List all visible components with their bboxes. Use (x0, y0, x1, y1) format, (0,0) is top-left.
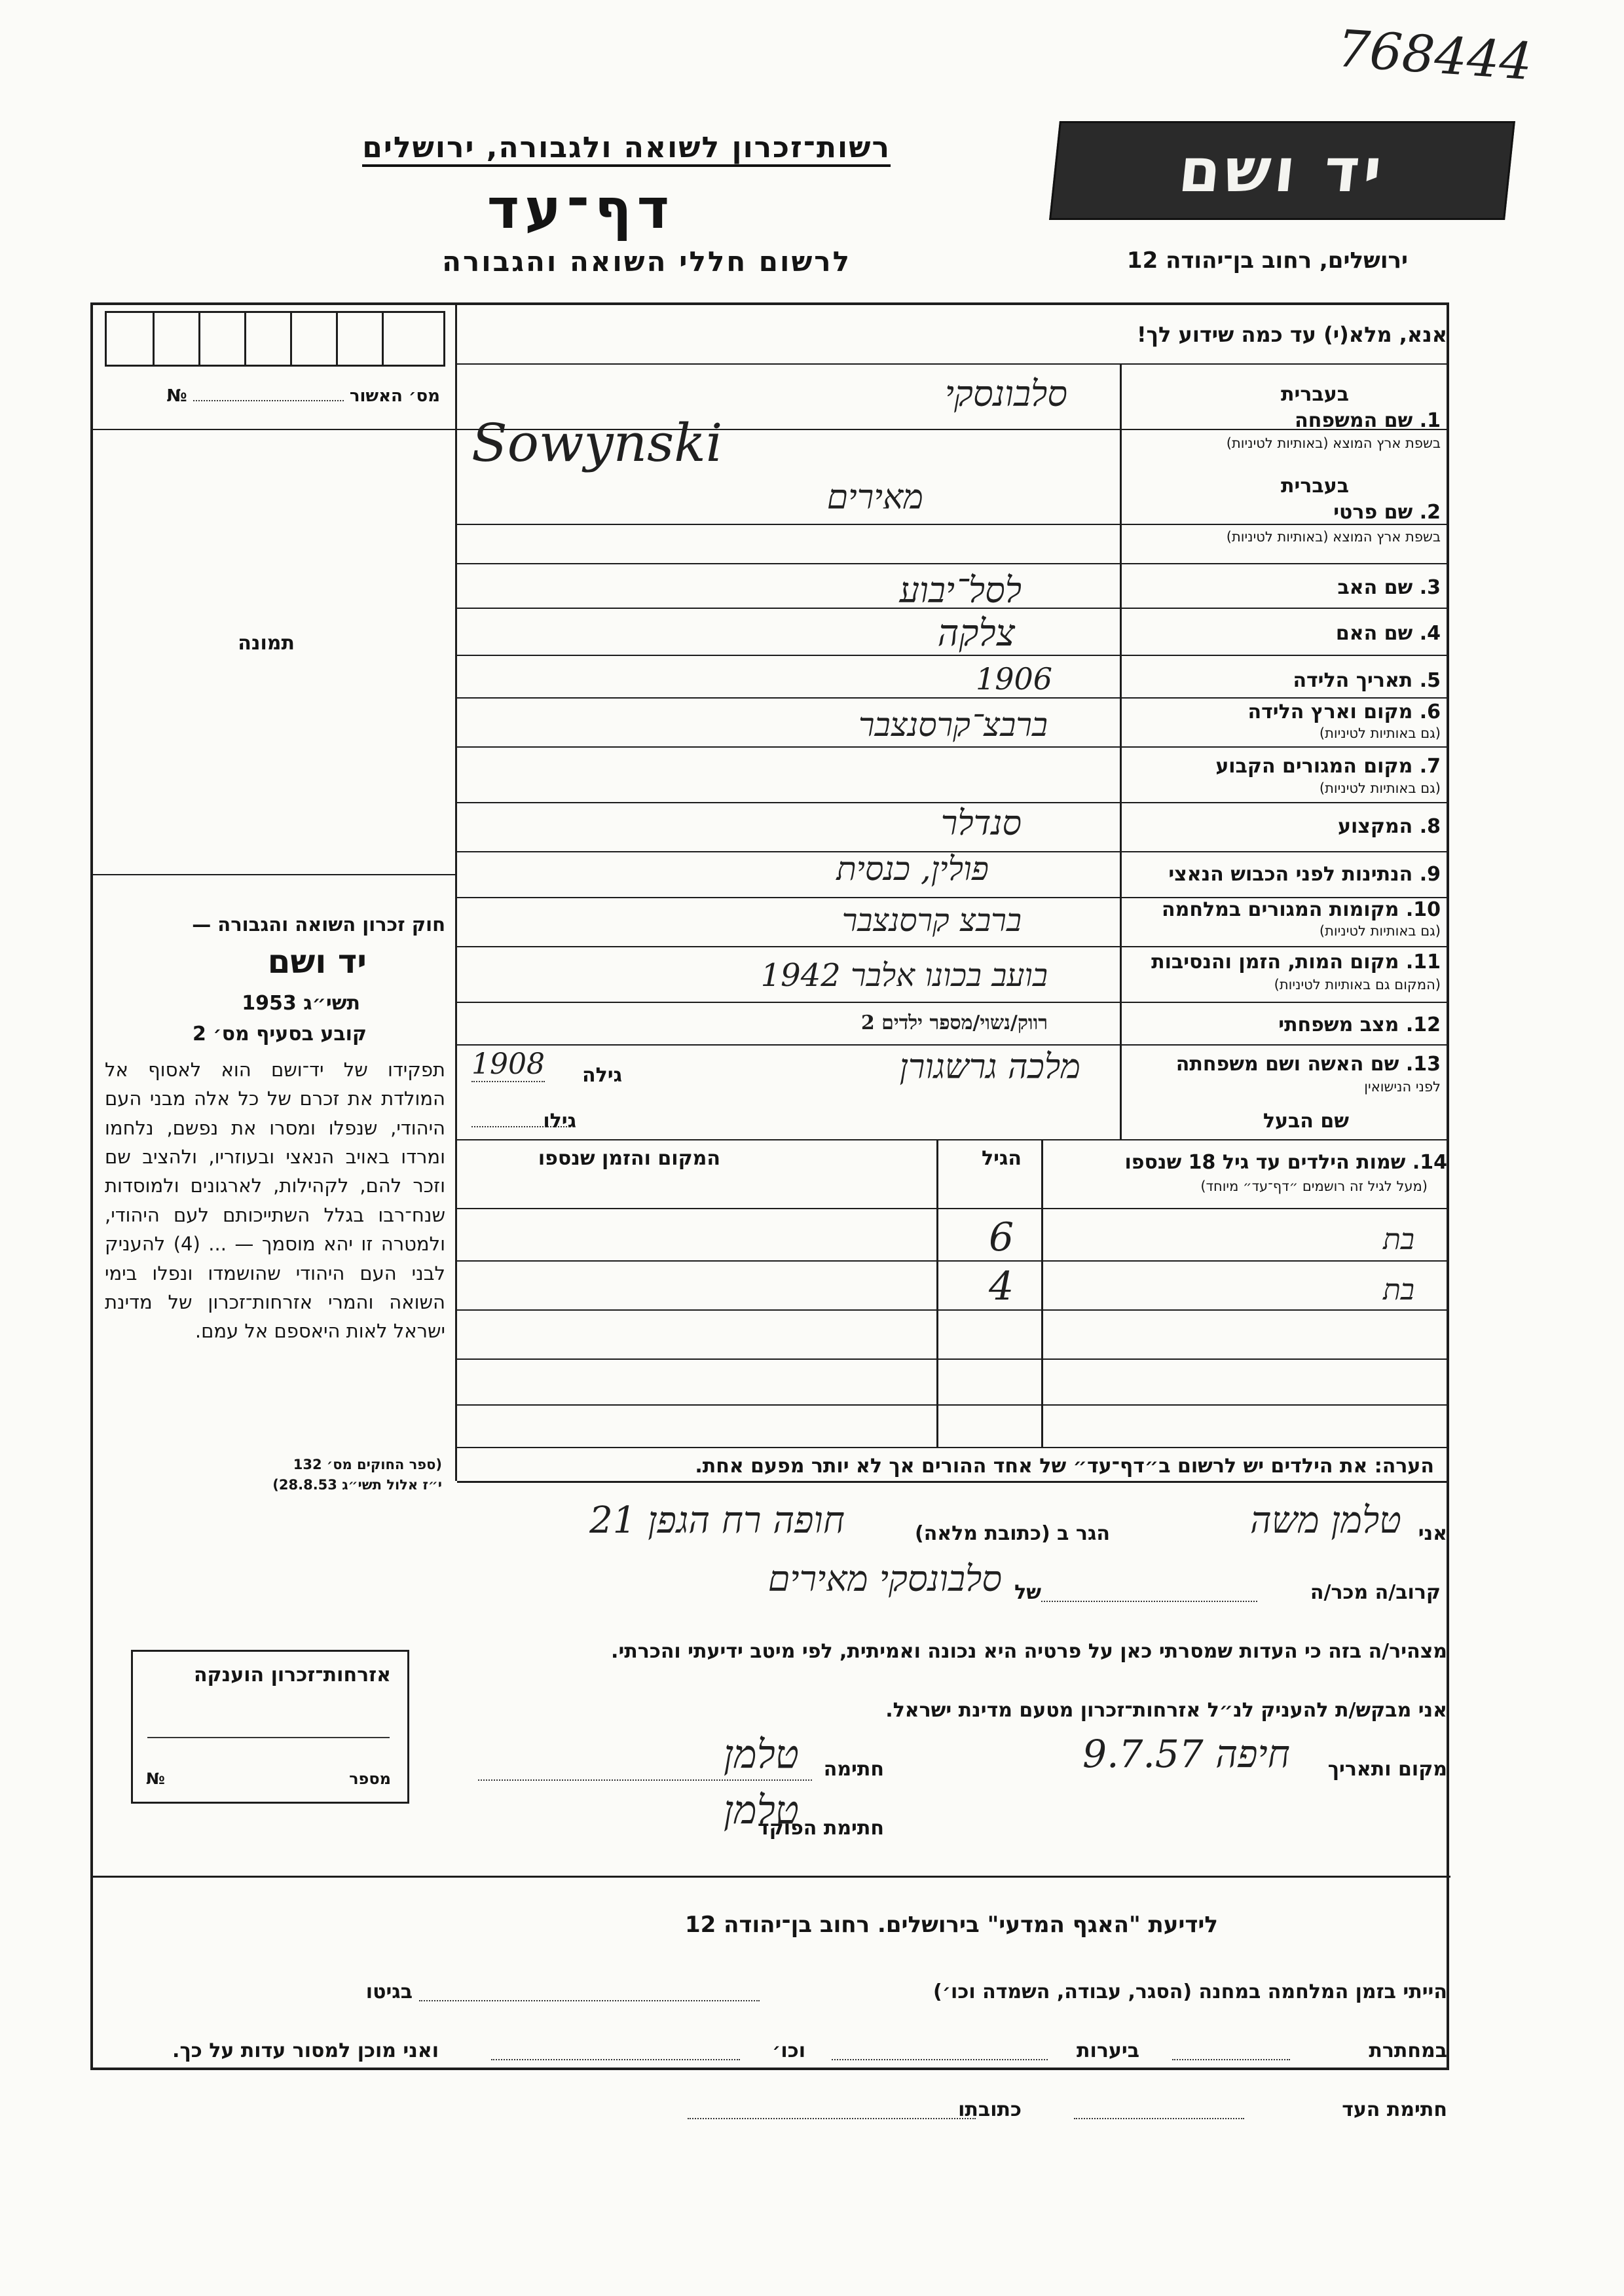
law-year: תשי״ג 1953 (242, 992, 360, 1015)
row-rule (457, 655, 1449, 656)
row-rule (457, 802, 1449, 803)
signature-label: חתימה (823, 1758, 884, 1781)
hiding-label: במחתרת (1369, 2039, 1447, 2062)
table-row-rule (457, 1309, 1449, 1311)
ghetto-label: בגיטו (365, 1980, 413, 2003)
instruction-rule (457, 363, 1449, 365)
row-rule (457, 563, 1449, 564)
official-signature[interactable]: טלמן (723, 1787, 799, 1833)
table-row-rule (457, 1447, 1449, 1448)
child-name[interactable]: בת (1382, 1273, 1414, 1307)
field-12-label: 12. מצב משפחתי (1278, 1013, 1441, 1036)
field-5-label: 5. תאריך הלידה (1293, 669, 1441, 692)
table-row-rule (457, 1260, 1449, 1262)
labels-divider (1120, 363, 1122, 1139)
occupation[interactable]: סנדלר (940, 804, 1022, 843)
archive-number: 768444 (1335, 19, 1534, 92)
law-text: תפקידו של יד־ושם הוא לאסוף אל המולדת את זכרם של כל אלה מבני העם היהודי, שנפלו ומסרו את נפשם, נלחמו ומרדו באויב הנאצי ובעוזריו, ולהציב שם וזכר להם, לקהילות, לארגונים ולמוסדות שנח־רבו בגלל השתייכותם לעם היהודי, ולמטרה זו יהא מוסמך — ... (4) להעניק לבני העם היהודי שהושמדו ונפלו בימי השואה והמרי אזרחות־זכרון של מדינת ישראל לאות היאספם אל עמם. (105, 1059, 445, 1343)
birth-place[interactable]: ברבצ־קרסנצבר (858, 706, 1048, 744)
certificate-blank[interactable] (147, 1737, 390, 1738)
note-rule (457, 1481, 1449, 1483)
field-3-label: 3. שם האב (1337, 576, 1441, 599)
family-name-hebrew[interactable]: סלבונסקי (944, 373, 1067, 414)
photo-rule (92, 874, 456, 875)
footer-rule (92, 1876, 1450, 1878)
field-9-label: 9. הנתינות לפני הכבוש הנאצי (1168, 863, 1441, 886)
cert-field (166, 386, 440, 406)
row-rule (457, 1139, 1449, 1140)
table-row-rule (457, 1358, 1449, 1360)
witness-address-label: כתובתו (958, 2098, 1022, 2121)
etc-label: וכו׳ (772, 2039, 805, 2062)
marital-status[interactable]: רווק/נשוי/מספר ילדים 2 (860, 1011, 1048, 1034)
yad-vashem-logo (1049, 121, 1515, 220)
field-8-label: 8. המקצוע (1338, 815, 1441, 838)
father-name[interactable]: לסל־יבוע (899, 570, 1022, 611)
husband-age-label: גילו (543, 1110, 576, 1133)
footer-title: לידיעת "האגף המדעי" בירושלים. רחוב בן־יהודה 12 (684, 1912, 1218, 1938)
signature-line (478, 1779, 812, 1781)
photo-label: תמונה (238, 632, 295, 655)
of-label: של (1014, 1581, 1041, 1604)
place-date[interactable]: חיפה 9.7.57 (1082, 1732, 1290, 1776)
authority-title: רשות־זכרון לשואה ולגבורה, ירושלים (362, 131, 891, 167)
row-rule (457, 1002, 1449, 1003)
wife-name[interactable]: מלכה גרשגורן (899, 1048, 1080, 1087)
header-address: ירושלים, רחוב בן־יהודה 12 (1126, 247, 1408, 274)
hebrew-tag: בעברית (1281, 475, 1349, 498)
field-13-label: 13. שם האשה ושם משפחתה (1175, 1053, 1441, 1076)
field-14-sub: (מעל לגיל זה רושמים ״דף־עד״ מיוחד) (1200, 1178, 1428, 1194)
hebrew-tag: בעברית (1281, 383, 1349, 406)
field-14-label: 14. שמות הילדים עד גיל 18 שנספו (1124, 1151, 1447, 1174)
hiding-value[interactable] (1172, 2059, 1290, 2060)
certificate-number-label: מספר (349, 1770, 391, 1788)
field-1-label: 1. שם המשפחה (1295, 409, 1441, 432)
children-note: הערה: את הילדים יש לרשום ב״דף־עד״ של אחד ההורים אך לא יותר מפעם אחת. (695, 1455, 1434, 1478)
certificate-title: אזרחות־זכרון הוענקה (193, 1664, 391, 1686)
row-rule (457, 524, 1449, 525)
forests-value[interactable] (832, 2059, 1048, 2060)
law-clause: קובע בסעיף מס׳ 2 (192, 1023, 367, 1046)
husband-age-value[interactable] (471, 1126, 570, 1127)
logo-text: יד ושם (1175, 136, 1389, 206)
photo-area[interactable] (93, 432, 453, 871)
declaration-i: אני (1418, 1522, 1447, 1545)
residence-value[interactable] (458, 750, 1116, 801)
certificate-box (131, 1650, 409, 1804)
resident-label: הגר ב (כתובת מלאה) (914, 1522, 1110, 1545)
child-name[interactable]: בת (1382, 1223, 1414, 1256)
cert-rule (92, 429, 456, 430)
declarant-address[interactable]: חופה רח הגפן 21 (589, 1499, 845, 1542)
camp-line: הייתי בזמן המלחמה במחנה (הסגר, עבודה, השמדה וכו׳) (933, 1980, 1447, 2003)
wife-age-label: גילה (582, 1064, 622, 1087)
table-col-rule (936, 1139, 938, 1447)
relation-label: קרוב/ה מכר/ה (1310, 1581, 1441, 1604)
forests-label: ביערות (1077, 2039, 1139, 2062)
victim-reference[interactable]: סלבונסקי מאירים (767, 1558, 1002, 1599)
cert-label: מס׳ האשור (349, 386, 440, 406)
col-place-header: המקום והזמן שנספו (538, 1147, 720, 1170)
cert-value[interactable] (193, 400, 344, 401)
camp-value[interactable] (419, 2000, 760, 2001)
child-age[interactable]: 4 (989, 1264, 1014, 1309)
place-date-label: מקום ותאריך (1327, 1758, 1447, 1781)
field-11-label: 11. מקום המות, הזמן והנסיבות (1151, 951, 1441, 974)
field-4-label: 4. שם האם (1335, 622, 1441, 645)
field-6-sub: (גם באותיות לטיניות) (1319, 725, 1441, 741)
table-col-rule (1041, 1139, 1043, 1447)
row-rule (457, 946, 1449, 947)
field-7-sub: (גם באותיות לטיניות) (1319, 780, 1441, 796)
field-13-sub: לפני הנישואין (1364, 1079, 1441, 1095)
form-title: דף־עד (487, 177, 674, 241)
law-ref-1: (ספר החוקים מס׳ 132 (293, 1457, 442, 1472)
relation-value[interactable] (1041, 1601, 1257, 1602)
field-2-label: 2. שם פרטי (1333, 501, 1441, 524)
family-name-latin[interactable]: Sowynski (471, 412, 723, 473)
nationality[interactable]: פולין, כנסית (836, 850, 989, 888)
field-6-label: 6. מקום וארץ הלידה (1247, 701, 1441, 723)
declaration-statement: מצהיר/ה בזה כי העדות שמסרתי כאן על פרטיה היא נכונה ואמיתית, לפי מיטב ידיעתי והכרתי. (611, 1640, 1447, 1663)
instruction: אנא, מלא(י) עד כמה שידוע לך! (1136, 322, 1447, 347)
birth-date[interactable]: 1906 (976, 661, 1053, 697)
table-header-rule (457, 1208, 1449, 1209)
wartime-residence[interactable]: ברבצ קרסנצבר (841, 902, 1022, 939)
first-name-hebrew[interactable]: מאירים (826, 478, 923, 517)
form-subtitle: לרשום חללי השואה והגבורה (442, 246, 851, 278)
row-rule (457, 697, 1449, 699)
death-details[interactable]: בועב בכונו אלבר 1942 (760, 957, 1048, 994)
declarant-name[interactable]: טלמן משה (1250, 1499, 1401, 1542)
law-title: חוק זכרון השואה והגבורה — (192, 913, 445, 936)
law-ref-2: י״ז אלול תשי״ג 28.8.53) (272, 1477, 442, 1493)
cert-no: № (166, 386, 187, 406)
field-11-sub: (המקום גם באותיות לטיניות) (1274, 977, 1441, 993)
wife-age[interactable]: 1908 (471, 1048, 545, 1081)
row-rule (457, 1044, 1449, 1046)
husband-label: שם הבעל (1263, 1110, 1349, 1133)
sidebar-divider (455, 302, 457, 1481)
field-7-label: 7. מקום המגורים הקבוע (1215, 755, 1441, 778)
witness-address-value[interactable] (688, 2118, 976, 2119)
official-label: חתימת הפוקד (758, 1817, 884, 1840)
declarant-signature[interactable]: טלמן (723, 1732, 799, 1777)
mother-name[interactable]: צלקה (937, 612, 1015, 655)
col-age-header: הגיל (982, 1147, 1022, 1170)
field-10-label: 10. מקומות המגורים במלחמה (1162, 898, 1441, 921)
child-age[interactable]: 6 (989, 1214, 1014, 1260)
etc-value[interactable] (491, 2059, 740, 2060)
field-10-sub: (גם באותיות לטיניות) (1319, 923, 1441, 939)
field-2-sub: בשפת ארץ המוצא (באותיות לטיניות) (1226, 529, 1441, 545)
declaration-request: אני מבקש/ת להעניק לנ״ל אזרחות־זכרון מטעם מדינת ישראל. (885, 1699, 1447, 1722)
field-1-sub: בשפת ארץ המוצא (באותיות לטיניות) (1226, 435, 1441, 451)
table-row-rule (457, 1404, 1449, 1406)
row-rule (457, 746, 1449, 748)
witness-signature-value[interactable] (1074, 2118, 1244, 2119)
stamp-boxes (105, 311, 445, 367)
ready-text: ואני מוכן למסור עדות על כך. (172, 2039, 439, 2062)
witness-signature-label: חתימת העד (1342, 2098, 1447, 2121)
law-name: יד ושם (267, 943, 367, 981)
certificate-no-symbol: № (146, 1770, 165, 1788)
